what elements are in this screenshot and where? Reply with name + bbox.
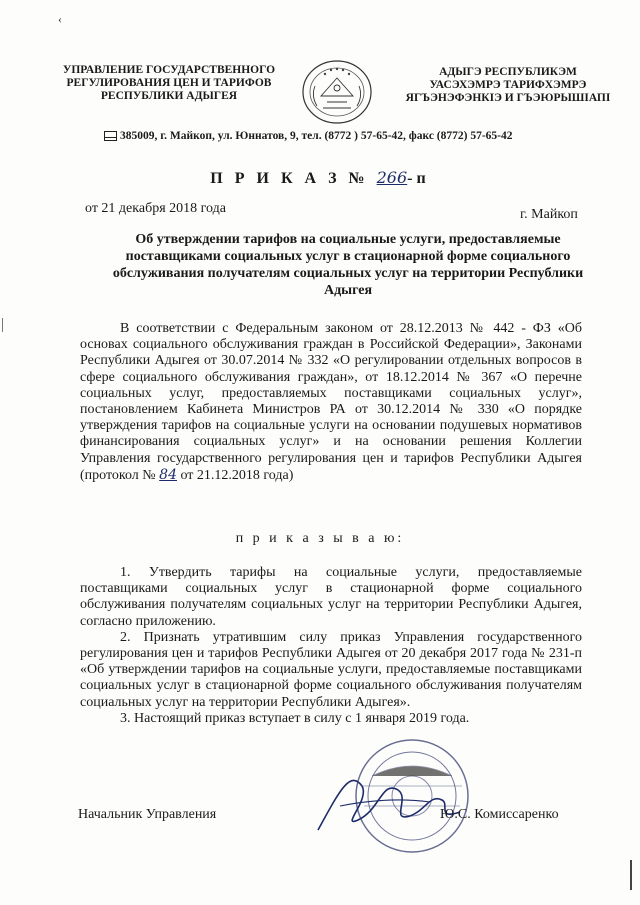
header-right-line: УАСЭХЭМРЭ ТАРИФХЭМРЭ <box>429 79 587 91</box>
header-right-line: АДЫГЭ РЕСПУБЛИКЭМ <box>439 66 577 78</box>
scan-edge-mark <box>2 318 3 332</box>
preamble-text: В соответствии с Федеральным законом от 28.12.2013 № 442 - ФЗ «Об основах социального обслуживания граждан в Российской Федерации», Законами Республики Адыгея от 30.07.2014 № 332 «О регулировании отдельных вопросов в сфере социального обслуживания граждан», от 18.12.2014 № 367 «О перечне социальных услуг, предоставляемых поставщиками социальных услуг», постановлением Кабинета Министров РА от 30.12.2014 № 330 «О порядке утверждения тарифов на социальные услуги на основании подушевых нормативов финансирования социальных услуг» и на основании решения Коллегии Управления государственного регулирования цен и тарифов Республики Адыгея (протокол № <box>80 321 582 483</box>
header-right-org <box>382 66 634 105</box>
header-right-line: ЯГЪЭНЭФЭНКІЭ И ГЪЭЮРЫШІАПІ <box>405 92 611 104</box>
order-item: 3. Настоящий приказ вступает в силу с 1 января 2019 года. <box>120 710 470 726</box>
protocol-number: 84 <box>159 466 177 483</box>
coat-of-arms-emblem-icon <box>297 56 377 126</box>
signer-position: Начальник Управления <box>78 807 217 822</box>
order-number: 266 <box>376 168 408 187</box>
order-items <box>80 565 582 727</box>
preamble-paragraph <box>80 321 582 484</box>
handwritten-signature <box>310 760 470 840</box>
header-left-line: РЕСПУБЛИКИ АДЫГЕЯ <box>100 90 238 102</box>
order-item: 1. Утвердить тарифы на социальные услуги, предоставляемые поставщиками социальных услуг в стационарной форме социального обслуживания получателям социальных услуг на территории Республики Адыгея, согласно приложению. <box>80 565 582 629</box>
header-left-line: УПРАВЛЕНИЕ ГОСУДАРСТВЕННОГО <box>62 64 276 76</box>
command-word: п р и к а з ы в а ю: <box>235 531 405 546</box>
preamble-text-end: от 21.12.2018 года) <box>180 467 294 483</box>
order-title-prefix: П Р И К А З № <box>210 170 369 187</box>
address-text: 385009, г. Майкоп, ул. Юннатов, 9, тел. (8772 ) 57-65-42, факс (8772) 57-65-42 <box>120 130 513 142</box>
corner-mark: ‹ <box>58 12 62 26</box>
header-left-line: РЕГУЛИРОВАНИЯ ЦЕН И ТАРИФОВ <box>66 77 272 89</box>
order-title-suffix: -п <box>407 170 430 187</box>
order-item: 2. Признать утратившим силу приказ Управления государственного регулирования цен и тарифов Республики Адыгея от 20 декабря 2017 года № 231-п «Об утверждении тарифов на социальные услуги, предоставляемые поставщиками социальных услуг в стационарной форме социального обслуживания получателям социальных услуг на территории Республики Адыгея». <box>80 629 582 710</box>
envelope-icon <box>104 131 117 141</box>
signer-name: Ю.С. Комиссаренко <box>440 807 559 822</box>
order-subject: Об утверждении тарифов на социальные услуги, предоставляемые поставщиками социальных услуг в стационарной форме социального обслуживания получателям социальных услуг на территории Республики Адыгея <box>112 232 584 298</box>
scan-edge-mark <box>630 860 632 890</box>
address-line <box>104 130 604 142</box>
header-left-org <box>58 64 280 103</box>
order-date: от 21 декабря 2018 года <box>85 201 226 216</box>
order-city: г. Майкоп <box>520 207 578 222</box>
order-title <box>0 168 640 188</box>
